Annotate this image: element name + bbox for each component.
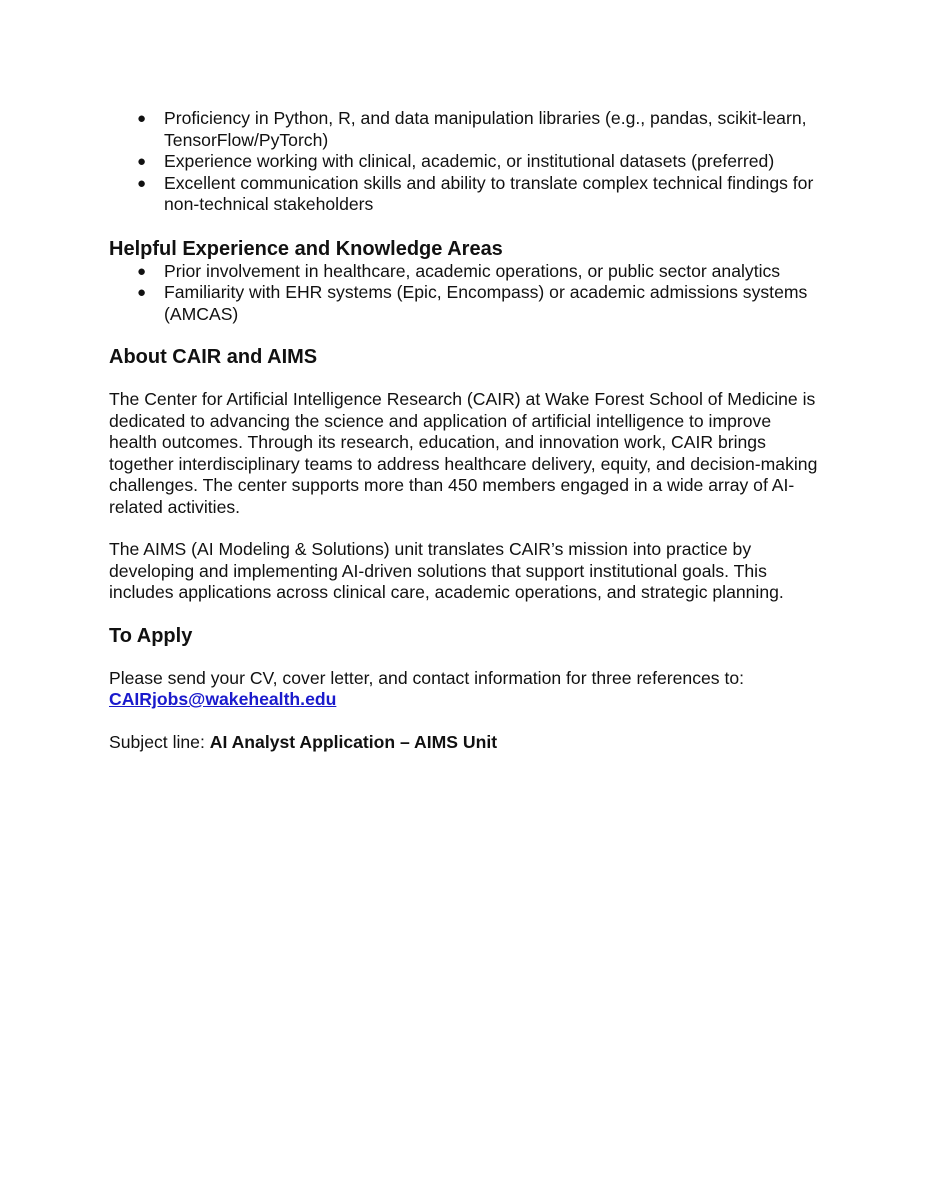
- bullet-icon: ●: [137, 153, 147, 170]
- subject-value: AI Analyst Application – AIMS Unit: [209, 731, 498, 752]
- list-item: ● Experience working with clinical, academic, or institutional datasets (preferred): [137, 151, 775, 171]
- qualifications-list: [109, 108, 821, 216]
- list-item: ● Excellent communication skills and ability to translate complex technical findings for non-technical stakeholders: [137, 172, 814, 214]
- bullet-icon: ●: [137, 284, 147, 301]
- about-heading: About CAIR and AIMS: [109, 346, 318, 368]
- email-link[interactable]: CAIRjobs@wakehealth.edu: [109, 689, 337, 709]
- helpful-heading: Helpful Experience and Knowledge Areas: [109, 237, 503, 260]
- subject-prefix: Subject line:: [109, 731, 210, 752]
- list-item: ● Prior involvement in healthcare, academic operations, or public sector analytics: [137, 260, 781, 281]
- about-paragraph-aims: The AIMS (AI Modeling & Solutions) unit translates CAIR’s mission into practice by developing and implementing AI-driven solutions that support institutional goals. This includes applications across clinical care, academic operations, and strategic planning.: [109, 539, 784, 602]
- helpful-list: [109, 261, 821, 326]
- list-item: ● Familiarity with EHR systems (Epic, Encompass) or academic admissions systems (AMCAS): [137, 282, 808, 324]
- apply-instructions-text: Please send your CV, cover letter, and contact information for three references to:: [109, 667, 745, 688]
- about-paragraph-cair: The Center for Artificial Intelligence Research (CAIR) at Wake Forest School of Medicine is dedicated to advancing the science and application of artificial intelligence to improve health outcomes. Through its research, education, and innovation work, CAIR brings together interdisciplinary teams to address healthcare delivery, equity, and decision-making challenges. The center supports more than 450 members engaged in a wide array of AI-related activities.: [109, 389, 818, 517]
- apply-instructions: [109, 668, 821, 711]
- apply-heading: To Apply: [109, 624, 193, 647]
- subject-line: [109, 732, 821, 754]
- bullet-icon: ●: [137, 174, 147, 192]
- document-page: [109, 108, 821, 753]
- bullet-icon: ●: [137, 262, 147, 280]
- list-item: ● Proficiency in Python, R, and data manipulation libraries (e.g., pandas, scikit-learn, TensorFlow/PyTorch): [137, 108, 807, 150]
- bullet-icon: ●: [137, 110, 147, 127]
